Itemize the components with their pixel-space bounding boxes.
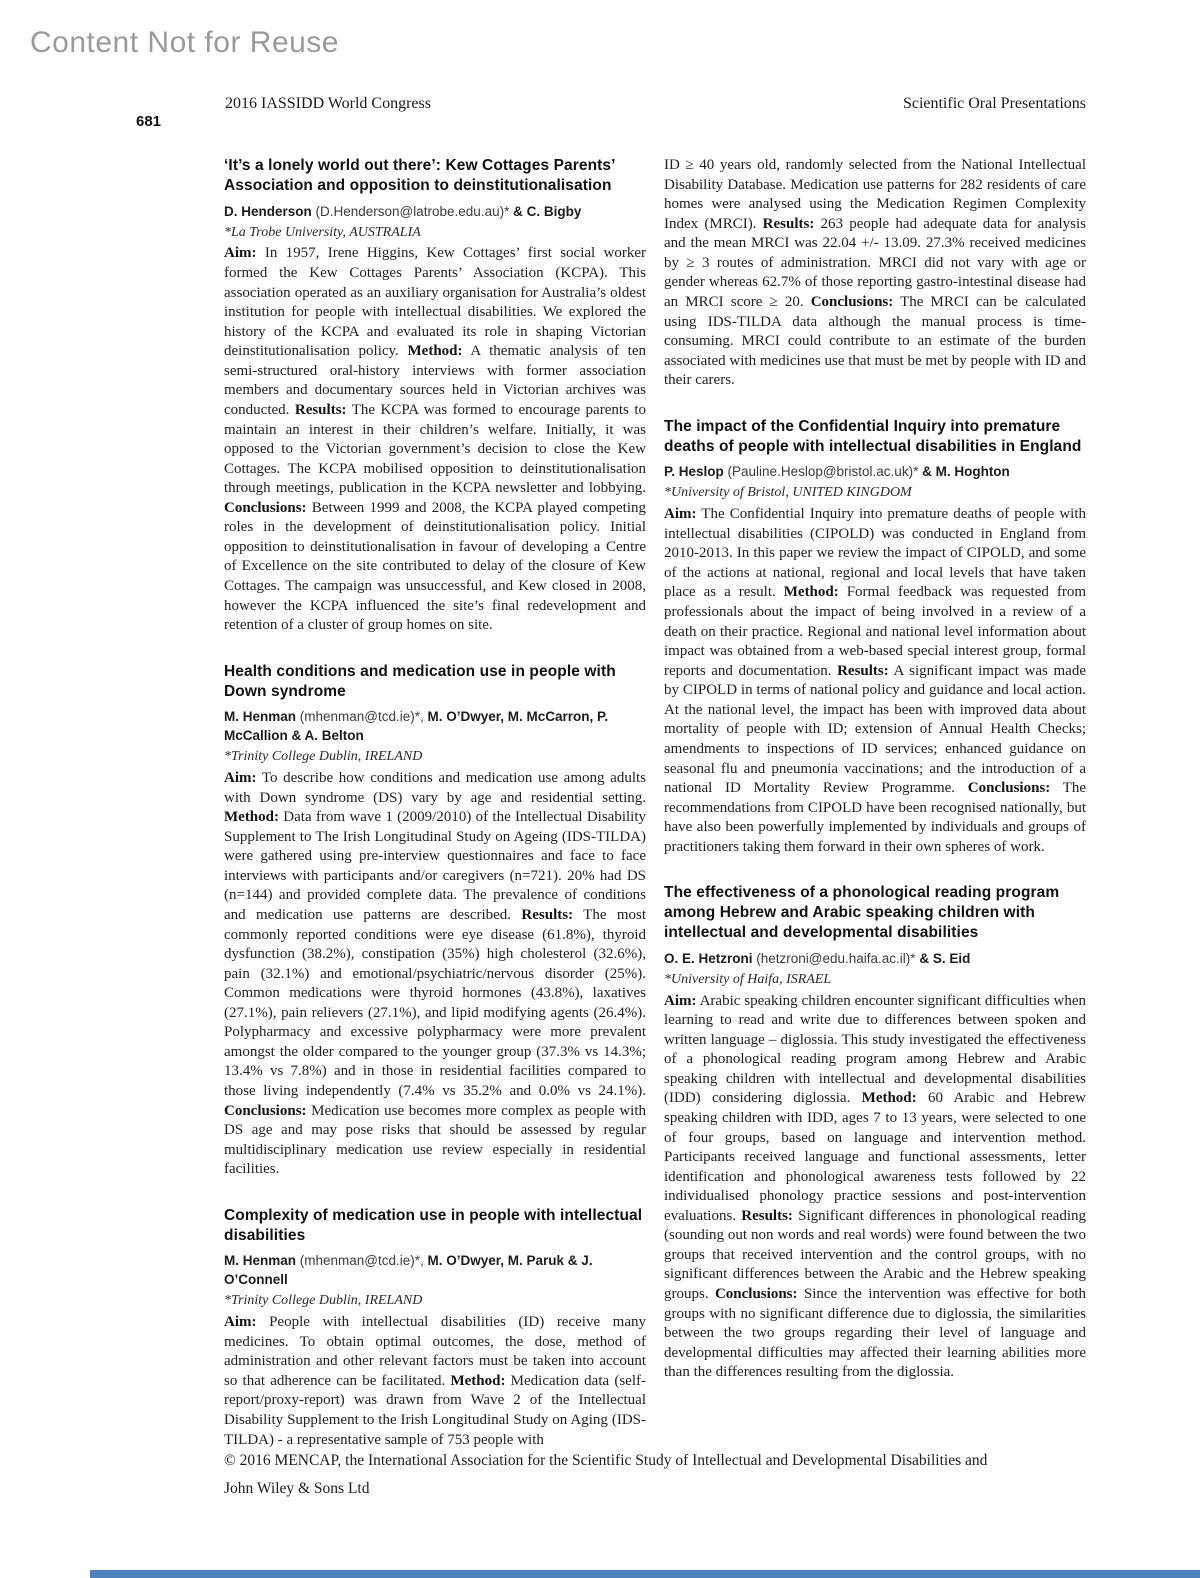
author-name: & M. Hoghton [922,464,1010,480]
abstract-title: The impact of the Confidential Inquiry into premature deaths of people with intellectual disabilities in England [664,417,1082,455]
section-label: Conclusions: [224,1102,307,1119]
abstract [224,1206,646,1450]
section-label: Results: [837,662,889,679]
running-head-congress: 2016 IASSIDD World Congress [225,95,431,112]
section-label: Method: [224,809,279,826]
section-label: Method: [450,1372,506,1389]
abstract-title: ‘It’s a lonely world out there’: Kew Cottages Parents’ Association and opposition to deinstitutionalisation [224,157,615,194]
abstract-body: Aim: To describe how conditions and medication use among adults with Down syndrome (DS) vary by age and residential setting. Method: Data from wave 1 (2009/2010) of the Intellectual Disability Supplement to The Irish Longitudinal Study on Ageing (IDS-TILDA) were gathered using pre-interview questionnaires and face to face interviews with participants and/or caregivers (n=721). 20% had DS (n=144) and provided complete data. The prevalence of conditions and medication use patterns are described. Results: The most commonly reported conditions were eye disease (61.8%), thyroid dysfunction (38.2%), constipation (35%) high cholesterol (32.6%), pain (32.1%) and emotional/psychiatric/nervous disorder (25%). Common medications were thyroid hormones (43.8%), laxatives (27.1%), pain relievers (27.1%), and lipid modifying agents (26.4%). Polypharmacy and excessive polypharmacy were more prevalent amongst the older compared to the younger group (37.3% vs 14.3%; 13.4% vs 7.8%) and in those in residential facilities compared to those living independently (7.4% vs 35.2% and 0.0% vs 24.1%). Conclusions: Medication use becomes more complex as people with DS age and may pose risks that should be assessed by regular multidisciplinary medication use review especially in residential facilities. [224,770,646,1178]
section-label: Results: [294,401,347,418]
watermark-text: Content Not for Reuse [30,26,339,59]
author-email: (mhenman@tcd.ie)*, [296,709,428,725]
bottom-accent-bar [90,1570,1200,1578]
section-label: Aim: [224,1314,257,1331]
abstract [224,156,646,636]
section-label: Results: [521,906,574,923]
abstracts-content [224,156,1086,1450]
section-label: Aim: [664,992,697,1009]
left-column [224,156,646,1450]
abstract-authors [224,708,646,746]
abstract [664,417,1086,858]
abstract-affiliation: *University of Haifa, ISRAEL [664,971,832,987]
abstract-affiliation: *Trinity College Dublin, IRELAND [224,1293,423,1309]
abstract-body: ID ≥ 40 years old, randomly selected from the National Intellectual Disability Database. Medication use patterns for 282 residents of care homes were analysed using the Medication Regimen Complexity Index (MRCI). Results: 263 people had adequate data for analysis and the mean MRCI was 22.04 +/- 13.09. 27.3% received medicines by ≥ 3 routes of administration. MRCI did not vary with age or gender whereas 62.7% of those reporting gastro-intestinal disease had an MRCI score ≥ 20. Conclusions: The MRCI can be calculated using IDS-TILDA data although the manual process is time-consuming. MRCI could contribute to an estimate of the burden associated with medicines use that must be met by people with ID and their carers. [664,157,1086,389]
author-name: & S. Eid [919,950,971,966]
running-head-section: Scientific Oral Presentations [902,95,1086,112]
section-label: Conclusions: [224,499,307,516]
abstract-authors [224,203,646,222]
section-label: Method: [861,1090,917,1107]
abstract-affiliation: *University of Bristol, UNITED KINGDOM [664,485,912,501]
abstract-title: The effectiveness of a phonological reading program among Hebrew and Arabic speaking children with intellectual and developmental disabilities [664,884,1060,941]
section-label: Conclusions: [714,1286,798,1303]
copyright-line-1: © 2016 MENCAP, the International Association for the Scientific Study of Intellectual and Developmental Disabilities and [224,1452,988,1469]
abstract-affiliation: *La Trobe University, AUSTRALIA [224,224,421,240]
section-label: Method: [407,343,463,360]
abstract-body: Aim: The Confidential Inquiry into premature deaths of people with intellectual disabilities (CIPOLD) was conducted in England from 2010-2013. In this paper we review the impact of CIPOLD, and some of the actions at national, regional and local levels that have taken place as a result. Method: Formal feedback was requested from professionals about the impact of being involved in a review of a death on their practice. Regional and national level information about impact was obtained from a web-based special interest group, formal reports and documentation. Results: A significant impact was made by CIPOLD in terms of national policy and guidance and local action. At the national level, the impact has been with improved data about mortality of people with ID; extension of Annual Health Checks; amendments to inspections of ID services; enhanced guidance on seasonal flu and pneumonia vaccinations; and the introduction of a national ID Mortality Review Programme. Conclusions: The recommendations from CIPOLD have been recognised nationally, but have also been powerfully implemented by individuals and groups of practitioners taking them forward in their own spheres of work. [664,506,1086,855]
section-label: Results: [762,215,815,232]
abstract-body: Aim: Arabic speaking children encounter significant difficulties when learning to read and write due to differences between spoken and written language – diglossia. This study investigated the effectiveness of a phonological reading program among Hebrew and Arabic speaking children with intellectual and developmental disabilities (IDD) considering diglossia. Method: 60 Arabic and Hebrew speaking children with IDD, ages 7 to 13 years, were selected to one of four groups, based on language and intervention method. Participants received language and functional assessments, letter identification and phonological awareness tests followed by 22 individualised phonology practice sessions and post-intervention evaluations. Results: Significant differences in phonological reading (sounding out non words and real words) were found between the two groups that received intervention and the control groups, with no significant differences between the Arabic and the Hebrew speaking groups. Conclusions: Since the intervention was effective for both groups with no significant difference due to diglossia, the similarities between the two groups regarding their level of language and developmental difficulties may affected their learning abilities more than the differences resulting from the diglossia. [664,992,1087,1381]
page-number: 681 [136,113,162,130]
author-name: & C. Bigby [513,203,582,219]
abstract-authors [664,463,1086,482]
abstract-title: Health conditions and medication use in people with Down syndrome [224,662,616,700]
author-email: (Pauline.Heslop@bristol.ac.uk)* [723,464,923,480]
author-name: M. O’Dwyer, M. McCarron, P. McCallion & A. Belton [224,709,609,744]
section-label: Results: [741,1207,793,1224]
abstract-authors [664,950,1086,969]
copyright-line-2: John Wiley & Sons Ltd [224,1479,370,1497]
section-label: Aim: [224,770,257,787]
abstract-title: Complexity of medication use in people with intellectual disabilities [224,1206,643,1244]
author-email: (hetzroni@edu.haifa.ac.il)* [752,950,920,966]
author-name: M. Henman [224,1253,297,1269]
author-name: D. Henderson [224,203,312,219]
section-label: Method: [783,584,839,601]
section-label: Conclusions: [810,293,894,310]
section-label: Conclusions: [967,780,1051,797]
abstract-continuation [664,156,1086,391]
abstract-authors [224,1252,646,1290]
author-email: (mhenman@tcd.ie)*, [296,1253,428,1269]
section-label: Aim: [664,506,697,523]
author-name: M. O’Dwyer, M. Paruk & J. O’Connell [224,1253,593,1288]
section-label: Aim: [224,245,257,262]
copyright-footer [224,1452,1104,1507]
abstract [664,883,1086,1383]
abstract-affiliation: *Trinity College Dublin, IRELAND [224,749,423,765]
abstract [224,662,646,1180]
author-name: M. Henman [224,709,297,725]
author-email: (D.Henderson@latrobe.edu.au)* [311,203,514,219]
author-name: P. Heslop [664,464,724,480]
abstract-body: Aim: In 1957, Irene Higgins, Kew Cottages’ first social worker formed the Kew Cottages Parents’ Association (KCPA). This association operated as an auxiliary organisation for Australia’s oldest institution for people with intellectual disabilities. We explored the history of the KCPA and evaluated its role in shaping Victorian deinstitutionalisation policy. Method: A thematic analysis of ten semi-structured oral-history interviews with former association members and documentary sources held in Victorian archives was conducted. Results: The KCPA was formed to encourage parents to maintain an interest in their children’s welfare. Initially, it was opposed to the Victorian government’s decision to close the Kew Cottages. The KCPA mobilised opposition to deinstitutionalisation through meetings, publication in the KCPA newsletter and lobbying. Conclusions: Between 1999 and 2008, the KCPA played competing roles in the development of deinstitutionalisation policy. Initial opposition to deinstitutionalisation in favour of developing a Centre of Excellence on the site contributed to delay of the closure of Kew Cottages. The campaign was unsuccessful, and Kew closed in 2008, however the KCPA influenced the site’s final redevelopment and retention of a cluster of group homes on site. [224,245,647,634]
abstract-body: Aim: People with intellectual disabilities (ID) receive many medicines. To obtain optimal outcomes, the dose, method of administration and other relevant factors must be taken into account so that adherence can be facilitated. Method: Medication data (self-report/proxy-report) was drawn from Wave 2 of the Intellectual Disability Supplement to the Irish Longitudinal Study on Aging (IDS-TILDA) - a representative sample of 753 people with [224,1314,646,1448]
right-column [664,156,1086,1450]
author-name: O. E. Hetzroni [664,950,753,966]
